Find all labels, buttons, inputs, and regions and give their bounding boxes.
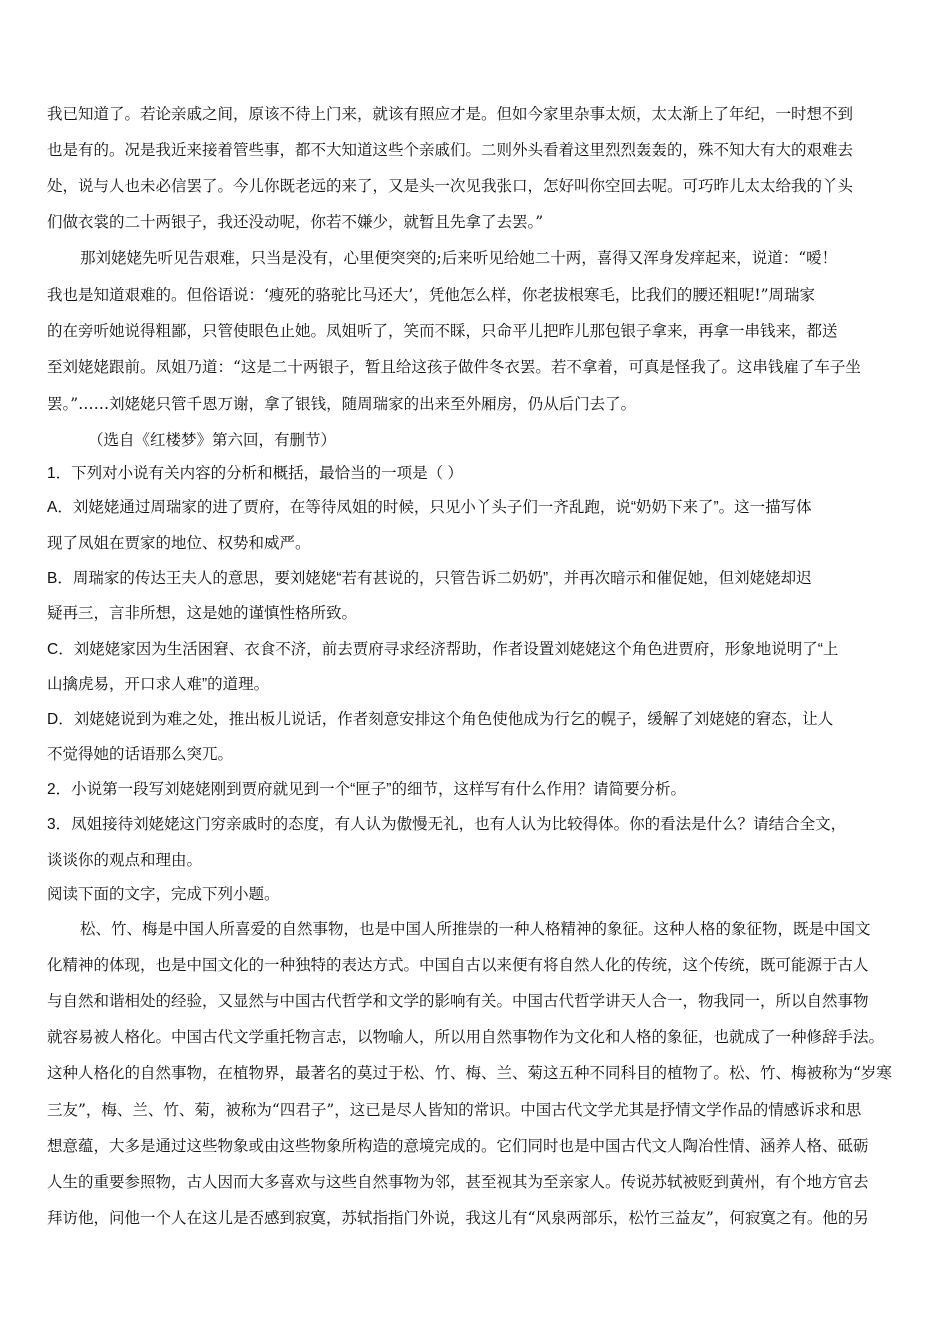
reading-instruction: 阅读下面的文字，完成下列小题。 [47, 886, 280, 903]
option-c-cont: 山擒虎易，开口求人难”的道理。 [47, 676, 270, 693]
question-2: 2．小说第一段写刘姥姥刚到贾府就见到一个“匣子”的细节，这样写有什么作用？请简要分析。 [47, 781, 686, 798]
source-citation: （选自《红楼梦》第六回，有删节） [88, 431, 337, 449]
text-line: 想意蕴，大多是通过这些物象或由这些物象所构造的意境完成的。它们同时也是中国古代文人陶冶性情、涵养人格、砥砺 [47, 1137, 869, 1155]
option-d-cont: 不觉得她的话语那么突兀。 [47, 746, 234, 763]
text-line: 们做衣裳的二十两银子，我还没动呢，你若不嫌少，就暂且先拿了去罢。” [47, 213, 544, 231]
question-3-cont: 谈谈你的观点和理由。 [47, 852, 203, 869]
text-line: 罢。”……刘姥姥只管千恩万谢，拿了银钱，随周瑞家的出来至外厢房，仍从后门去了。 [47, 395, 637, 413]
text-line: 的在旁听她说得粗鄙，只管使眼色止她。凤姐听了，笑而不睬，只命平儿把昨儿那包银子拿来，再拿一串钱来，都送 [47, 322, 838, 340]
text-line: 我也是知道艰难的。但俗语说：‘瘦死的骆驼比马还大’，凭他怎么样，你老拔根寒毛，比我们的腰还粗呢!”周瑞家 [47, 286, 816, 304]
text-line: 化精神的体现，也是中国文化的一种独特的表达方式。中国自古以来便有将自然人化的传统，这个传统，既可能源于古人 [47, 956, 869, 974]
option-b: B．周瑞家的传达王夫人的意思，要刘姥姥“若有甚说的，只管告诉二奶奶”，并再次暗示和催促她，但刘姥姥却迟 [47, 570, 812, 587]
option-a-cont: 现了凤姐在贾家的地位、权势和威严。 [47, 535, 311, 552]
option-c: C．刘姥姥家因为生活困窘、衣食不济，前去贾府寻求经济帮助，作者设置刘姥姥这个角色进贾府，形象地说明了“上 [47, 641, 839, 658]
option-a: A．刘姥姥通过周瑞家的进了贾府，在等待凤姐的时候，只见小丫头子们一齐乱跑，说“奶奶下来了”。这一描写体 [47, 499, 812, 516]
text-line: 我已知道了。若论亲戚之间，原该不待上门来，就该有照应才是。但如今家里杂事太烦，太太渐上了年纪，一时想不到 [47, 105, 854, 123]
text-line: 至刘姥姥跟前。凤姐乃道：“这是二十两银子，暂且给这孩子做件冬衣罢。若不拿着，可真是怪我了。这串钱雇了车子坐 [47, 358, 861, 376]
option-d: D．刘姥姥说到为难之处，推出板儿说话，作者刻意安排这个角色使他成为行乞的幌子，缓解了刘姥姥的窘态，让人 [47, 711, 834, 728]
text-line: 也是有的。况是我近来接着管些事，都不大知道这些个亲戚们。二则外头看着这里烈烈轰轰的，殊不知大有大的艰难去 [47, 141, 854, 159]
text-line: 这种人格化的自然事物，在植物界，最著名的莫过于松、竹、梅、兰、菊这五种不同科目的植物了。松、竹、梅被称为“岁寒 [47, 1064, 892, 1082]
text-line: 人生的重要参照物，古人因而大多喜欢与这些自然事物为邻，甚至视其为至亲家人。传说苏轼被贬到黄州，有个地方官去 [47, 1173, 869, 1191]
option-b-cont: 疑再三，言非所想，这是她的谨慎性格所致。 [47, 605, 358, 622]
text-line: 那刘姥姥先听见告艰难，只当是没有，心里便突突的;后来听见给她二十两，喜得又浑身发痒起来，说道：“嗳！ [80, 249, 838, 267]
text-line: 处，说与人也未必信罢了。今儿你既老远的来了，又是头一次见我张口，怎好叫你空回去呢。可巧昨儿太太给我的丫头 [47, 177, 854, 195]
text-line: 拜访他，问他一个人在这儿是否感到寂寞，苏轼指指门外说，我这儿有“风泉两部乐，松竹三益友”，何寂寞之有。他的另 [47, 1209, 869, 1227]
text-line: 松、竹、梅是中国人所喜爱的自然事物，也是中国人所推崇的一种人格精神的象征。这种人格的象征物，既是中国文 [80, 920, 871, 938]
text-line: 就容易被人格化。中国古代文学重托物言志，以物喻人，所以用自然事物作为文化和人格的象征，也就成了一种修辞手法。 [47, 1028, 885, 1046]
text-line: 三友”，梅、兰、竹、菊，被称为“四君子”，这已是尽人皆知的常识。中国古代文学尤其是抒情文学作品的情感诉求和思 [47, 1101, 862, 1119]
question-3: 3．凤姐接待刘姥姥这门穷亲戚时的态度，有人认为傲慢无礼，也有人认为比较得体。你的看法是什么？请结合全文， [47, 816, 847, 833]
question-1: 1．下列对小说有关内容的分析和概括，最恰当的一项是（ ） [47, 465, 463, 482]
text-line: 与自然和谐相处的经验，又显然与中国古代哲学和文学的影响有关。中国古代哲学讲天人合一，物我同一，所以自然事物 [47, 992, 869, 1010]
